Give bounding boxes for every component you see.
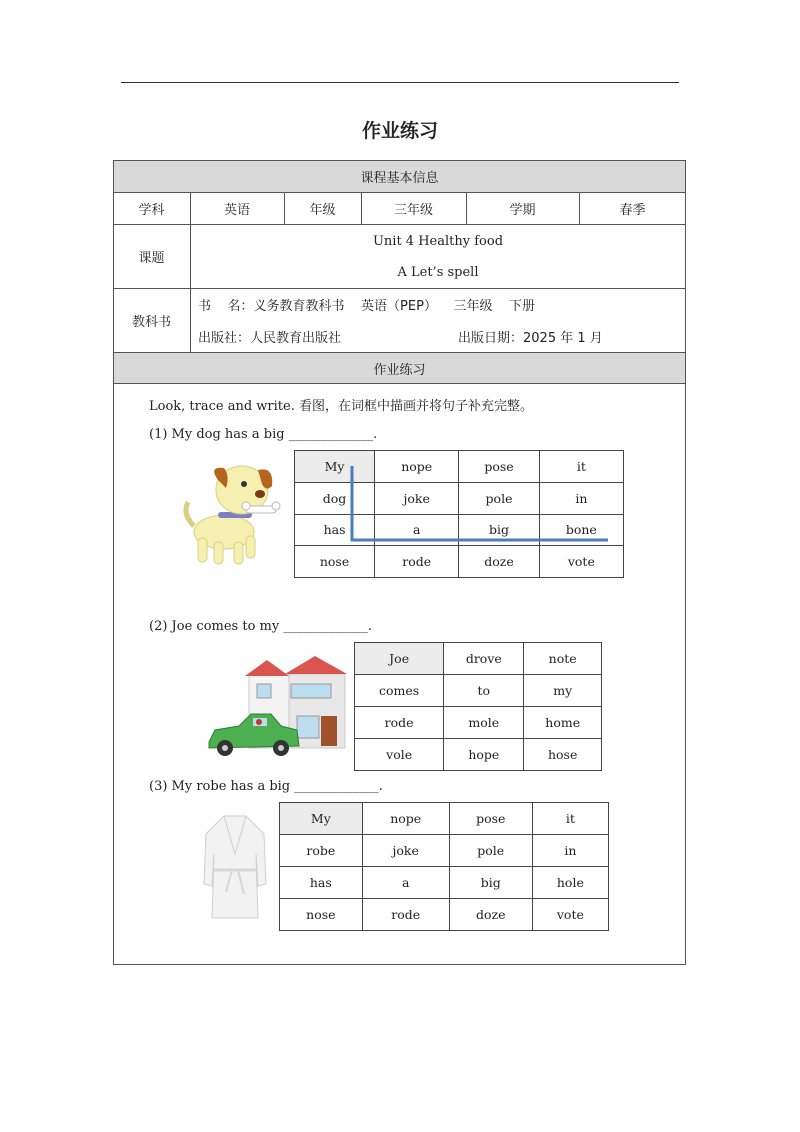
grid-cell: pose (459, 451, 539, 483)
publisher: 出版社：人民教育出版社 (198, 331, 342, 346)
question-1-prompt: (1) My dog has a big _____________. (149, 427, 378, 442)
grid-cell: it (539, 451, 623, 483)
topic-label: 课题 (138, 251, 165, 266)
course-info-header: 课程基本信息 (360, 171, 439, 186)
grid-cell: has (295, 514, 375, 546)
publish-date: 出版日期：2025 年 1 月 (458, 331, 603, 346)
grid-cell: big (459, 514, 539, 546)
subject-value: 英语 (223, 203, 250, 218)
dog-with-bone-icon (180, 462, 282, 566)
grid-cell: dog (295, 482, 375, 514)
grid-cell: drove (444, 643, 524, 675)
grid-cell: hose (524, 739, 602, 771)
grid-cell: joke (375, 482, 459, 514)
grid-cell: big (449, 867, 532, 899)
grid-cell: home (524, 707, 602, 739)
topic-lesson: A Let’s spell (397, 264, 479, 280)
instructions: Look, trace and write. 看图，在词框中描画并将句子补充完整。 (149, 399, 533, 414)
grid-cell: it (532, 803, 608, 835)
robe-icon (202, 814, 268, 920)
grid-cell: note (524, 643, 602, 675)
term-label: 学期 (509, 203, 536, 218)
trace-path-line (348, 464, 610, 544)
grid-cell: to (444, 675, 524, 707)
grid-cell: in (532, 835, 608, 867)
grid-cell: rode (362, 899, 449, 931)
grid-cell: rode (355, 707, 444, 739)
grid-cell: a (362, 867, 449, 899)
grid-cell: nose (280, 899, 363, 931)
grid-cell: pole (449, 835, 532, 867)
grid-cell: hope (444, 739, 524, 771)
book-name: 书 名：义务教育教科书 英语（PEP） 三年级 下册 (198, 299, 536, 314)
grid-cell: vole (355, 739, 444, 771)
grid-cell: vote (539, 546, 623, 578)
grid-cell: nose (295, 546, 375, 578)
grid-cell: a (375, 514, 459, 546)
grid-cell: in (539, 482, 623, 514)
grid-cell: robe (280, 835, 363, 867)
grid-cell: vote (532, 899, 608, 931)
grid-cell: has (280, 867, 363, 899)
grid-cell: My (280, 803, 363, 835)
grade-label: 年级 (309, 203, 336, 218)
grid-cell: bone (539, 514, 623, 546)
grid-cell: rode (375, 546, 459, 578)
grid-cell: Joe (355, 643, 444, 675)
grid-cell: doze (449, 899, 532, 931)
term-value: 春季 (619, 203, 646, 218)
page-title: 作业练习 (361, 120, 438, 142)
grid-cell: nope (362, 803, 449, 835)
grid-cell: pose (449, 803, 532, 835)
grade-value: 三年级 (393, 203, 433, 218)
grid-cell: nope (375, 451, 459, 483)
grid-cell: doze (459, 546, 539, 578)
textbook-label: 教科书 (131, 315, 171, 330)
top-rule (121, 82, 679, 83)
grid-cell: My (295, 451, 375, 483)
exercise-header: 作业练习 (373, 362, 426, 378)
grid-cell: comes (355, 675, 444, 707)
house-and-car-icon (205, 652, 348, 760)
grid-cell: hole (532, 867, 608, 899)
topic-unit: Unit 4 Healthy food (372, 233, 504, 249)
grid-cell: my (524, 675, 602, 707)
grid-cell: joke (362, 835, 449, 867)
question-2-prompt: (2) Joe comes to my _____________. (149, 619, 372, 634)
grid-cell: mole (444, 707, 524, 739)
subject-label: 学科 (138, 203, 165, 218)
question-3-prompt: (3) My robe has a big _____________. (149, 779, 383, 794)
grid-cell: pole (459, 482, 539, 514)
question-3-word-grid (279, 802, 609, 931)
question-2-word-grid (354, 642, 602, 771)
